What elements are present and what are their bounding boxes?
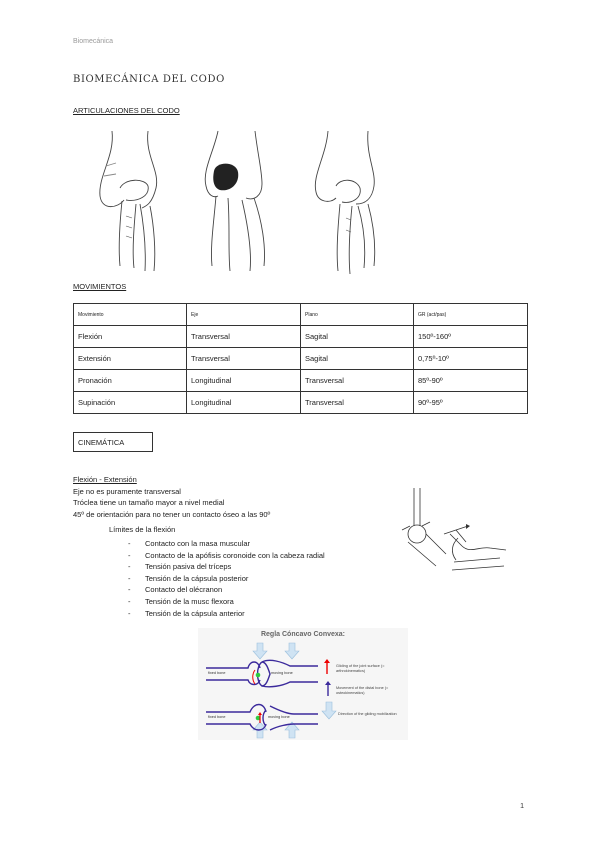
flexion-line: 45º de orientación para no tener un contacto óseo a las 90º bbox=[73, 509, 271, 519]
table-header-cell: Eje bbox=[187, 304, 301, 326]
table-row bbox=[74, 370, 528, 392]
table-cell: Extensión bbox=[74, 348, 187, 370]
table-cell: 150º-160º bbox=[414, 326, 528, 348]
table-cell: Flexión bbox=[74, 326, 187, 348]
fixed-bone-label: fixed bone bbox=[208, 715, 226, 719]
page-title: BIOMECÁNICA DEL CODO bbox=[73, 74, 225, 85]
movements-table bbox=[73, 303, 528, 414]
list-item: - Tensión pasiva del tríceps bbox=[128, 561, 325, 573]
moving-bone-label: moving bone bbox=[268, 715, 290, 719]
section-heading-articulaciones: ARTICULACIONES DEL CODO bbox=[73, 106, 180, 115]
list-item: - Contacto de la apófisis coronoide con la cabeza radial bbox=[128, 550, 325, 562]
table-header-cell: Plano bbox=[301, 304, 414, 326]
page-number: 1 bbox=[520, 803, 524, 810]
table-cell: Pronación bbox=[74, 370, 187, 392]
table-cell: Sagital bbox=[301, 348, 414, 370]
table-cell: 0,75º-10º bbox=[414, 348, 528, 370]
flexion-line: Eje no es puramente transversal bbox=[73, 486, 181, 496]
flexion-line: Tróclea tiene un tamaño mayor a nivel medial bbox=[73, 498, 225, 507]
list-item: - Tensión de la musc flexora bbox=[128, 596, 325, 608]
table-row bbox=[74, 392, 528, 414]
limits-title: Límites de la flexión bbox=[109, 525, 176, 534]
table-cell: Transversal bbox=[301, 370, 414, 392]
table-header-cell: Movimiento bbox=[74, 304, 187, 326]
table-cell: Sagital bbox=[301, 326, 414, 348]
table-cell: Longitudinal bbox=[187, 370, 301, 392]
table-cell: 90º-95º bbox=[414, 392, 528, 414]
elbow-bones-illustration bbox=[90, 126, 400, 276]
list-item: - Contacto con la masa muscular bbox=[128, 538, 325, 550]
legend-gliding-direction: Direction of the gliding mobilization bbox=[338, 712, 397, 716]
cinematica-box: CINEMÁTICA bbox=[73, 432, 153, 452]
table-cell: 85º-90º bbox=[414, 370, 528, 392]
flexion-section bbox=[73, 474, 270, 520]
fixed-bone-label: fixed bone bbox=[208, 671, 226, 675]
table-cell: Supinación bbox=[74, 392, 187, 414]
table-cell: Transversal bbox=[187, 326, 301, 348]
table-header-cell: GR (act/pas) bbox=[414, 304, 528, 326]
list-item: - Tensión de la cápsula posterior bbox=[128, 573, 325, 585]
table-header-row bbox=[74, 304, 528, 326]
flexion-subtitle: Flexión - Extensión bbox=[73, 475, 137, 484]
table-cell: Transversal bbox=[187, 348, 301, 370]
section-heading-movimientos: MOVIMIENTOS bbox=[73, 282, 127, 291]
elbow-flexion-sketch bbox=[400, 486, 510, 576]
concave-convex-figure bbox=[198, 628, 408, 740]
legend-arthrokinematics: Gliding of the joint surface (= arthrokinematics) bbox=[336, 664, 385, 673]
list-item: - Contacto del olécranon bbox=[128, 584, 325, 596]
table-cell: Longitudinal bbox=[187, 392, 301, 414]
table-row bbox=[74, 326, 528, 348]
limits-list bbox=[128, 538, 325, 619]
list-item: - Tensión de la cápsula anterior bbox=[128, 608, 325, 620]
table-cell: Transversal bbox=[301, 392, 414, 414]
table-row bbox=[74, 348, 528, 370]
concave-convex-title: Regla Cóncavo Convexa: bbox=[260, 631, 346, 638]
moving-bone-label: moving bone bbox=[271, 671, 293, 675]
legend-osteokinematics: Movement of the distal bone (= osteokinematics) bbox=[336, 686, 389, 695]
concave-convex-diagram bbox=[198, 628, 408, 740]
page-header: Biomecánica bbox=[73, 38, 114, 45]
